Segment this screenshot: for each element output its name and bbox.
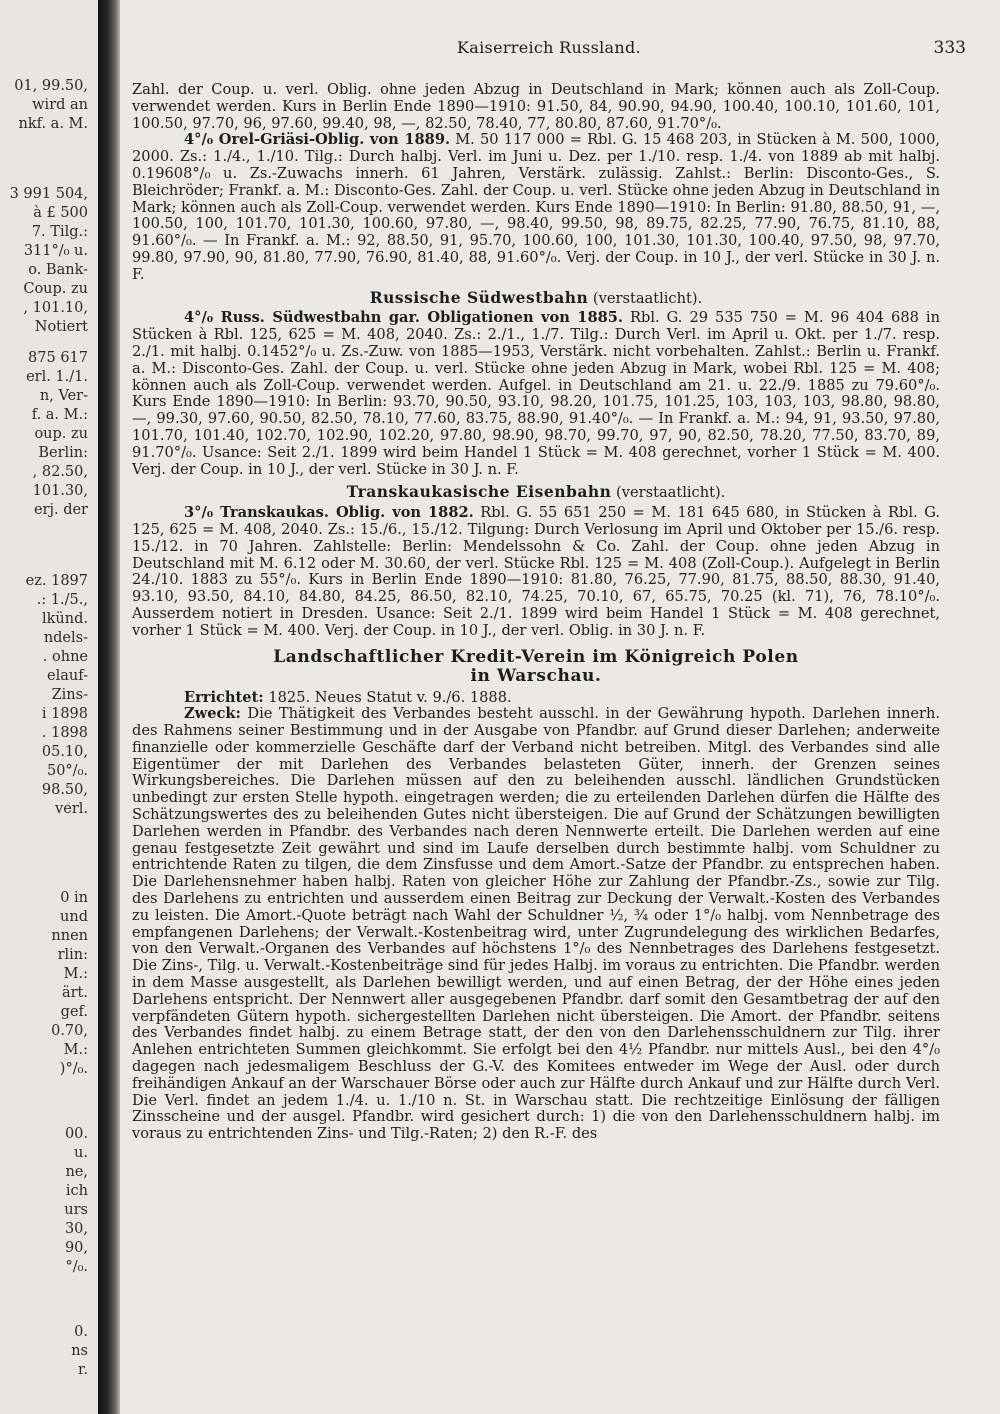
bond-heading: 4°/₀ Russ. Südwestbahn gar. Obligationen von 1885.	[184, 309, 623, 327]
facing-page-fragment: ne,	[65, 1164, 88, 1180]
facing-page-fragment: rlin:	[57, 947, 88, 963]
facing-page-fragment: erl. 1./1.	[26, 369, 88, 385]
facing-page-fragment: 875 617	[28, 350, 88, 366]
facing-page-fragment: Coup. zu	[23, 281, 88, 297]
facing-page-fragment: °/₀.	[65, 1259, 88, 1275]
paragraph-zweck	[132, 706, 940, 1143]
section-title-transkaukasische	[132, 484, 940, 502]
facing-page-fragment: Notiert	[34, 319, 88, 335]
facing-page-fragment: 7. Tilg.:	[31, 224, 88, 240]
facing-page-fragment: o. Bank-	[28, 262, 88, 278]
facing-page-fragment: 50°/₀.	[46, 763, 88, 779]
facing-page-fragment: f. a. M.:	[31, 407, 88, 423]
facing-page-fragment: gef.	[60, 1004, 88, 1020]
section-title-suedwestbahn	[132, 287, 940, 308]
facing-page-fragment: urs	[64, 1202, 88, 1218]
errichtet-label: Errichtet:	[184, 688, 264, 706]
zweck-value: Die Thätigkeit des Verbandes besteht ausschl. in der Gewährung hypoth. Darlehen innerh. des Rahmens seiner Bestimmung und in der Ausgabe von Pfandbr. auf Grund dieser Darlehen; anderweite finanzielle oder kommerzielle Geschäfte darf der Verband nicht betreiben. Mitgl. des Verbandes sind alle Eigentümer der mit Darlehen des Verbandes belasteten Güter, innerh. der Grenzen seines Wirkungsbereiches. Die Darlehen müssen auf den zu beleihenden ausschl. ländlichen Grundstücken unbedingt zur ersten Stelle hypoth. eingetragen werden; die zu erteilenden Darlehen dürfen die Hälfte des Schätzungswertes des zu beleihenden Gutes nicht übersteigen. Die auf Grund der Schätzungen bewilligten Darlehen werden in Pfandbr. des Verbandes nach deren Nennwerte erteilt. Die Darlehen werden auf eine genau festgesetzte Zeit gewährt und sind im Laufe derselben durch bestimmte halbj. vom Schuldner zu entrichtende Raten zu tilgen, die dem Zinsfusse und dem Amort.-Satze der Pfandbr. zu entsprechen haben. Die Darlehensnehmer haben halbj. Raten von gleicher Höhe zur Zahlung der Pfandbr.-Zs., sowie zur Tilg. des Darlehens zu entrichten und ausserdem einen Beitrag zur Deckung der Verwalt.-Kosten des Verbandes zu leisten. Die Amort.-Quote beträgt nach Wahl der Schuldner ½, ¾ oder 1°/₀ halbj. vom Nennbetrage des empfangenen Darlehens; der Verwalt.-Kostenbeitrag wird, unter Zugrundelegung des wirklichen Bedarfes, von den Verwalt.-Organen des Verbandes auf höchstens 1°/₀ des Nennbetrages des Darlehens festgesetzt. Die Zins-, Tilg. u. Verwalt.-Kostenbeiträge sind für jedes Halbj. im voraus zu entrichten. Die Pfandbr. werden in dem Masse ausgestellt, als Darlehen bewilligt werden, und auf einen Betrag, der der Höhe eines jeden Darlehens entspricht. Der Nennwert aller ausgegebenen Pfandbr. darf somit den Gesamtbetrag der auf den verpfändeten Gütern hypoth. sichergestellten Darlehen nicht übersteigen. Die Amort. der Pfandbr. seitens des Verbandes findet halbj. zu einem Betrage statt, der den von den Darlehensschuldnern zur Tilg. ihrer Anlehen entrichteten Summen gleichkommt. Sie erfolgt bei den 4½ Pfandbr. nur mittels Ausl., bei den 4°/₀ dagegen nach jedesmaligem Beschluss der G.-V. des Komitees entweder im Wege der Ausl. oder durch freihändigen Ankauf an der Warschauer Börse oder auch zur Hälfte durch Ankauf und zur Hälfte durch Verl. Die Verl. findet an jedem 1./4. u. 1./10 n. St. in Warschau statt. Die rechtzeitige Einlösung der fälligen Zinsscheine und der ausgel. Pfandbr. wird gesichert durch: 1) die von den Darlehensschuldnern halbj. im voraus zu entrichtenden Zins- und Tilg.-Raten; 2) den R.-F. des	[132, 705, 940, 1143]
paragraph-errichtet	[132, 690, 940, 707]
facing-page-fragment: ns	[71, 1343, 88, 1359]
facing-page-fragment: .: 1./5.,	[36, 592, 88, 608]
paragraph-coupon-payment: Zahl. der Coup. u. verl. Oblig. ohne jeden Abzug in Deutschland in Mark; können auch als Zoll-Coup. verwendet werden. Kurs in Berlin Ende 1890—1910: 91.50, 84, 90.90, 94.90, 100.40, 100.10, 101.60, 101, 100.50, 97.70, 96, 97.60, 99.40, 98, —, 82.50, 78.40, 77, 80.80, 87.60, 91.70°/₀.	[132, 81, 940, 132]
facing-page-fragment: 311°/₀ u.	[23, 243, 88, 259]
facing-page-fragment: 98.50,	[41, 782, 88, 798]
paragraph-transkaukas-bond	[132, 505, 940, 639]
running-title: Kaiserreich Russland.	[457, 38, 641, 57]
facing-page-fragment: 0.70,	[51, 1023, 88, 1039]
facing-page-fragment: r.	[78, 1362, 88, 1378]
facing-page-fragment: oup. zu	[34, 426, 88, 442]
facing-page-fragment: ärt.	[61, 985, 88, 1001]
facing-page-fragment: 90,	[64, 1240, 88, 1256]
facing-page-fragment: 0 in	[60, 890, 88, 906]
facing-page-fragment: wird an	[32, 97, 88, 113]
facing-page-fragment: Zins-	[51, 687, 88, 703]
facing-page-fragment: . 1898	[41, 725, 88, 741]
facing-page-fragment: 00.	[64, 1126, 88, 1142]
facing-page-fragment: . ohne	[42, 649, 88, 665]
facing-page-fragment: 101.30,	[32, 483, 88, 499]
section-title-text: Russische Südwestbahn	[369, 287, 589, 307]
paragraph-suedwestbahn-bond	[132, 310, 940, 478]
facing-page-fragment: 3 991 504,	[9, 186, 88, 202]
facing-page-fragment: n, Ver-	[39, 388, 88, 404]
book-page	[120, 0, 1000, 1414]
facing-page-fragment: ndels-	[43, 630, 88, 646]
page-body	[132, 82, 940, 1143]
facing-page-fragment: Berlin:	[38, 445, 88, 461]
facing-page-fragment: lkünd.	[42, 611, 88, 627]
facing-page-fragment: 0.	[74, 1324, 88, 1340]
facing-page-fragment: à £ 500	[33, 205, 88, 221]
facing-page-fragment: ez. 1897	[25, 573, 88, 589]
facing-page-fragment: M.:	[63, 1042, 88, 1058]
section-note: (verstaatlicht).	[588, 289, 703, 307]
page-number: 333	[933, 38, 966, 58]
bond-details: Rbl. G. 55 651 250 = M. 181 645 680, in Stücken à Rbl. G. 125, 625 = M. 408, 2040. Zs.: 15./6., 15./12. Tilgung: Durch Verlosung im April und Oktober per 15./6. resp. 15./12. in 70 Jahren. Zahlstelle: Berlin: Mendelssohn & Co. Zahl. der Coup. ohne jeden Abzug in Deutschland mit M. 6.12 oder M. 30.60, der verl. Stücke Rbl. 125 = M. 408 (Zoll-Coup.). Aufgelegt in Berlin 24./10. 1883 zu 55°/₀. Kurs in Berlin Ende 1890—1910: 81.80, 76.25, 77.90, 81.75, 88.50, 88.30, 91.40, 93.10, 93.50, 84.10, 84.80, 84.25, 86.50, 82.10, 74.25, 70.10, 67, 65.75, 70.25 (kl. 71), 76, 78.10°/₀. Ausserdem notiert in Dresden. Usance: Seit 2./1. 1899 wird beim Handel 1 Stück = M. 408 gerechnet, vorher 1 Stück = M. 400. Verj. der Coup. in 10 J., der verl. Oblig. in 30 J. n. F.	[132, 504, 940, 639]
paragraph-orel-griasi	[132, 132, 940, 283]
facing-page-fragment: , 82.50,	[32, 464, 88, 480]
facing-page-fragment: 05.10,	[41, 744, 88, 760]
errichtet-value: 1825. Neues Statut v. 9./6. 1888.	[263, 688, 512, 706]
facing-page-fragment: ich	[65, 1183, 88, 1199]
facing-page-margin	[0, 0, 98, 1414]
zweck-label: Zweck:	[184, 705, 241, 723]
page-header	[132, 38, 966, 62]
bond-details: M. 50 117 000 = Rbl. G. 15 468 203, in Stücken à M. 500, 1000, 2000. Zs.: 1./4., 1./10. Tilg.: Durch halbj. Verl. im Juni u. Dez. per 1./10. resp. 1./4. von 1889 ab mit halbj. 0.19608°/₀ u. Zs.-Zuwachs innerh. 61 Jahren, Verstärk. zulässig. Zahlst.: Berlin: Disconto-Ges., S. Bleichröder; Frankf. a. M.: Disconto-Ges. Zahl. der Coup. u. verl. Stücke ohne jeden Abzug in Deutschland in Mark; können auch als Zoll-Coup. verwendet werden. Kurs Ende 1890—1910: In Berlin: 91.80, 88.50, 91, —, 100.50, 100, 101.70, 101.30, 100.60, 97.80, —, 98.40, 99.50, 98, 89.75, 82.25, 77.90, 76.75, 81.10, 88, 91.60°/₀. — In Frankf. a. M.: 92, 88.50, 91, 95.70, 100.60, 100, 101.30, 101.30, 100.40, 97.50, 98, 97.70, 99.80, 97.90, 90, 81.80, 77.90, 76.90, 81.40, 88, 91.60°/₀. Verj. der Coup. in 10 J., der verl. Stücke in 30 J. n. F.	[132, 131, 940, 283]
bond-heading: 4°/₀ Orel-Griäsi-Oblig. von 1889.	[184, 131, 451, 149]
facing-page-fragment: , 101.10,	[23, 300, 88, 316]
section-title-kredit-verein	[132, 648, 940, 686]
facing-page-fragment: nkf. a. M.	[18, 116, 88, 132]
book-gutter	[98, 0, 120, 1414]
facing-page-fragment: M.:	[63, 966, 88, 982]
bond-heading: 3°/₀ Transkaukas. Oblig. von 1882.	[184, 504, 474, 522]
facing-page-fragment: i 1898	[41, 706, 88, 722]
facing-page-fragment: verl.	[55, 801, 88, 817]
facing-page-fragment: 01, 99.50,	[14, 78, 88, 94]
facing-page-fragment: nnen	[51, 928, 88, 944]
section-title-line1: Landschaftlicher Kredit-Verein im Königreich Polen	[273, 646, 799, 667]
section-note: (verstaatlicht).	[611, 484, 726, 502]
section-title-text: Transkaukasische Eisenbahn	[346, 482, 612, 502]
facing-page-fragment: )°/₀.	[59, 1061, 88, 1077]
bond-details: Rbl. G. 29 535 750 = M. 96 404 688 in Stücken à Rbl. 125, 625 = M. 408, 2040. Zs.: 2./1., 1./7. Tilg.: Durch Verl. im April u. Okt. per 1./7. resp. 2./1. mit halbj. 0.1452°/₀ u. Zs.-Zuw. von 1885—1953, Verstärk. nicht vorbehalten. Zahlst.: Berlin u. Frankf. a. M.: Disconto-Ges. Zahl. der Coup. u. verl. Stücke ohne jeden Abzug in Mark, wobei Rbl. 125 = M. 408; können auch als Zoll-Coup. verwendet werden. Aufgel. in Deutschland am 21. u. 22./9. 1885 zu 79.60°/₀. Kurs Ende 1890—1910: In Berlin: 93.70, 90.50, 93.10, 98.20, 101.75, 101.25, 103, 103, 103, 98.80, 98.80, —, 99.30, 97.60, 90.50, 82.50, 78.10, 77.60, 83.75, 88.90, 91.40°/₀. — In Frankf. a. M.: 94, 91, 93.50, 97.80, 101.70, 101.40, 102.70, 102.90, 102.20, 97.80, 98.90, 98.70, 99.70, 97, 90, 82.50, 78.20, 77.50, 83.70, 89, 91.70°/₀. Usance: Seit 2./1. 1899 wird beim Handel 1 Stück = M. 408 gerechnet, vorher 1 Stück = M. 400. Verj. der Coup. in 10 J., der verl. Stücke in 30 J. n. F.	[132, 309, 940, 478]
section-title-line2: in Warschau.	[470, 665, 602, 686]
facing-page-fragment: und	[60, 909, 88, 925]
facing-page-fragment: u.	[74, 1145, 88, 1161]
facing-page-fragment: 30,	[64, 1221, 88, 1237]
facing-page-fragment: elauf-	[47, 668, 88, 684]
facing-page-fragment: erj. der	[33, 502, 88, 518]
